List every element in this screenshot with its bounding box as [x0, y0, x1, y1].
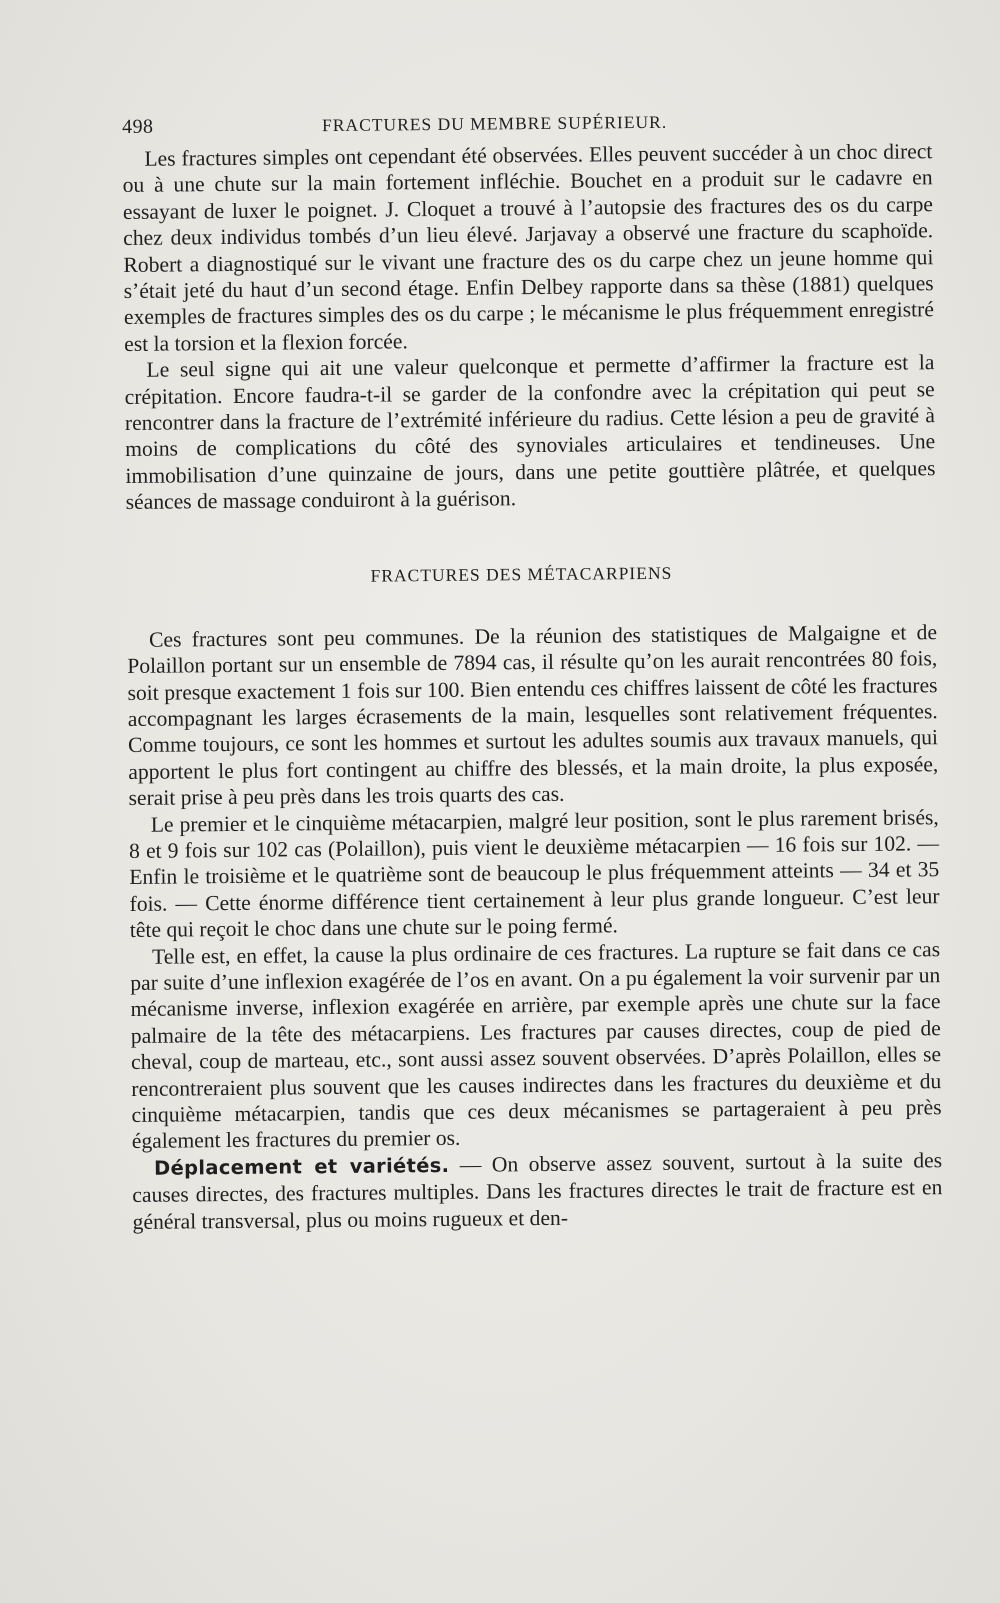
paragraph-crepitation: Le seul signe qui ait une valeur quelconque et permette d’affirmer la fracture est la crépitation. Encore faudra-t-il se garder de la confondre avec la crépitation qui peut se rencontrer dans la fracture de l’extrémité inférieure du radius. Cette lésion a peu de gravité à moins de complications du côté des synoviales articulaires et tendineuses. Une immobilisation d’une quinzaine de jours, dans une petite gouttière plâtrée, et quelques séances de massage conduiront à la guérison.: [124, 350, 936, 515]
run-in-heading: Déplacement et variétés.: [153, 1153, 450, 1180]
page-number: 498: [122, 115, 154, 138]
paragraph-metacarpal-frequency: Le premier et le cinquième métacarpien, malgré leur position, sont le plus rarement brisés, 8 et 9 fois sur 102 cas (Polaillon), puis vient le deuxième métacarpien — 16 fois sur 102. — Enfin le troisième et le quatrième sont de beaucoup le plus fréquemment atteints — 34 et 35 fois. — Cette énorme différence tient certainement à leur plus grande longueur. C’est leur tête qui reçoit le choc dans une chute sur le poing fermé.: [128, 804, 940, 943]
running-title: FRACTURES DU MEMBRE SUPÉRIEUR.: [322, 111, 668, 136]
paragraph-statistics: Ces fractures sont peu communes. De la réunion des statistiques de Malgaigne et de Polaillon portant sur un ensemble de 7894 cas, il résulte qu’on les aurait rencontrées 80 fois, soit presque exactement 1 fois sur 100. Bien entendu ces chiffres laissent de côté les fractures accompagnant les larges écrasements de la main, lesquelles sont relativement fréquentes. Comme toujours, ce sont les hommes et surtout les adultes soumis aux travaux manuels, qui apportent le plus fort contingent au chiffre des blessés, et la main droite, la plus exposée, serait prise à peu près dans les trois quarts des cas.: [127, 619, 939, 811]
paragraph-displacement-text: — On observe assez souvent, surtout à la suite des causes directes, des fractures multiples. Dans les fractures directes le trait de fracture est en général transversal, plus ou moins rugueux et den-: [132, 1147, 943, 1234]
page-content: [122, 108, 943, 1235]
section-title: FRACTURES DES MÉTACARPIENS: [370, 562, 673, 586]
paragraph-causes: Telle est, en effet, la cause la plus ordinaire de ces fractures. La rupture se fait dans ce cas par suite d’une inflexion exagérée de l’os en avant. On a pu également la voir survenir par un mécanisme inverse, inflexion exagérée en arrière, par exemple après une chute sur la face palmaire de la tête des métacarpiens. Les fractures par causes directes, coup de pied de cheval, coup de marteau, etc., sont aussi assez souvent observées. D’après Polaillon, elles se rencontreraient plus souvent que les causes indirectes dans les fractures du deuxième et du cinquième métacarpien, tandis que ces deux mécanismes se partageraient à peu près également les fractures du premier os.: [130, 936, 942, 1154]
paragraph-displacement: [132, 1147, 943, 1235]
paragraph-carpal-fractures: Les fractures simples ont cependant été observées. Elles peuvent succéder à un choc direct ou à une chute sur la main fortement infléchie. Bouchet en a produit sur le cadavre en essayant de luxer le poignet. J. Cloquet a trouvé à l’autopsie des fractures des os du carpe chez deux individus tombés d’un lieu élevé. Jarjavay a observé une fracture du scaphoïde. Robert a diagnostiqué sur le vivant une fracture des os du carpe chez un jeune homme qui s’était jeté du haut d’un second étage. Enfin Delbey rapporte dans sa thèse (1881) quelques exemples de fractures simples des os du carpe ; le mécanisme le plus fréquemment enregistré est la torsion et la flexion forcée.: [122, 139, 935, 356]
